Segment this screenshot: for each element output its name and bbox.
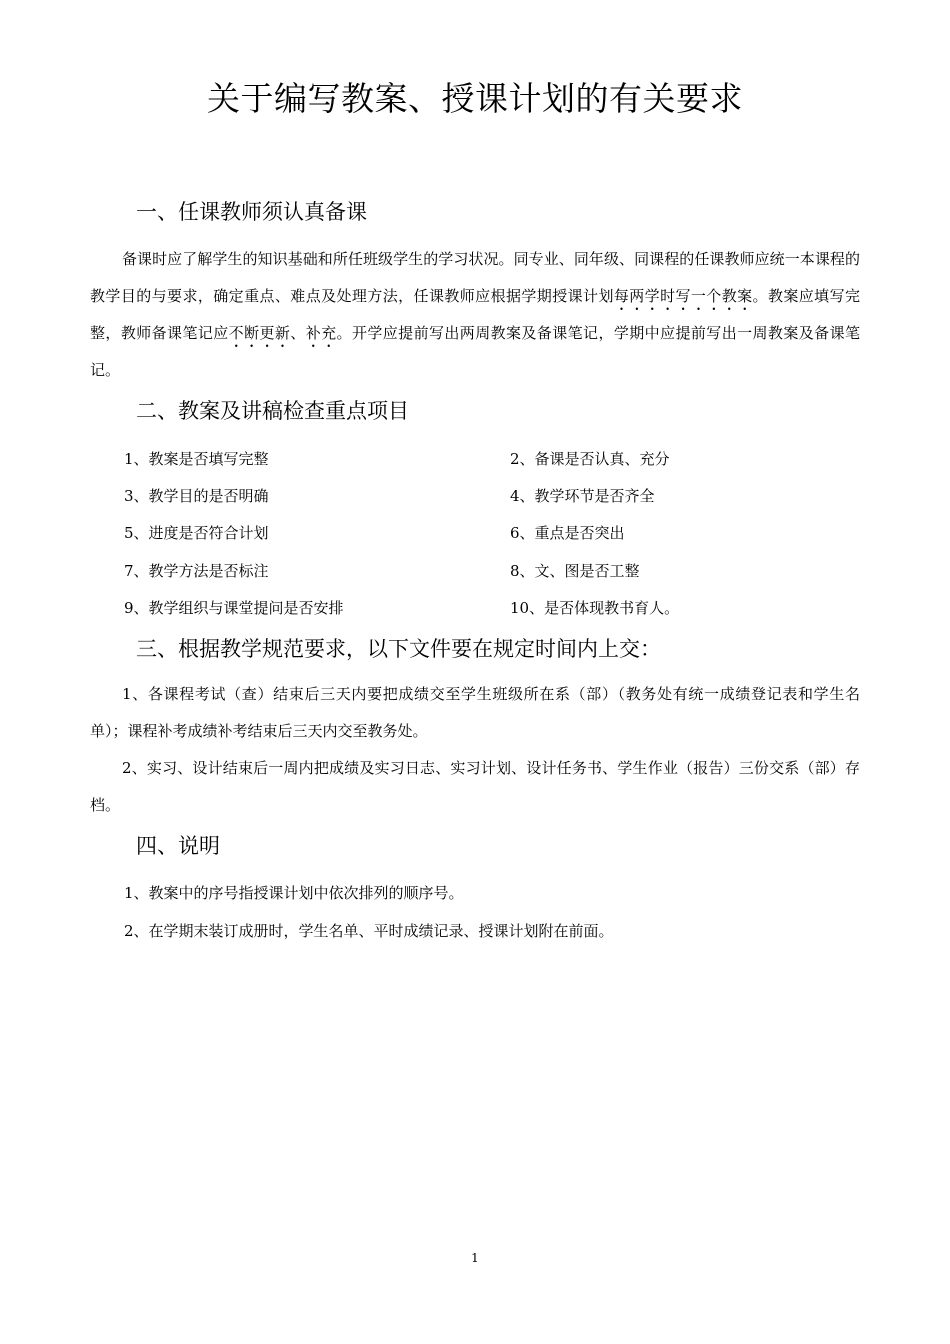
section-heading-1: 一、任课教师须认真备课 [136,200,367,224]
checklist-item-6: 6、重点是否突出 [510,524,625,542]
section-heading-4: 四、说明 [136,834,220,858]
section1-emphasis-b: 不断更新、补充 [228,324,337,342]
section1-text-b: 。教案应填写完整，教师备课笔记应 [90,287,860,342]
checklist-item-5: 5、进度是否符合计划 [124,524,269,542]
note-item-1: 1、教案中的序号指授课计划中依次排列的顺序号。 [124,884,464,902]
checklist-item-8: 8、文、图是否工整 [510,562,640,580]
checklist-item-1: 1、教案是否填写完整 [124,450,269,468]
section1-text-a: 备课时应了解学生的知识基础和所任班级学生的学习状况。同专业、同年级、同课程的任课教师应统一本课程的教学目的与要求，确定重点、难点及处理方法，任课教师应根据学期授课计划 [90,250,860,305]
checklist-item-9: 9、教学组织与课堂提问是否安排 [124,599,344,617]
section3-paragraph-2: 2、实习、设计结束后一周内把成绩及实习日志、实习计划、设计任务书、学生作业（报告）三份交系（部）存档。 [90,759,860,814]
page-number: 1 [471,1251,479,1265]
checklist-item-7: 7、教学方法是否标注 [124,562,269,580]
note-item-2: 2、在学期末装订成册时，学生名单、平时成绩记录、授课计划附在前面。 [124,922,614,940]
section3-paragraph-1: 1、各课程考试（查）结束后三天内要把成绩交至学生班级所在系（部）（教务处有统一成绩登记表和学生名单）；课程补考成绩补考结束后三天内交至教务处。 [90,685,860,740]
section-heading-3: 三、根据教学规范要求，以下文件要在规定时间内上交： [136,637,661,661]
section1-text-c: 。开学应提前写出两周教案及备课笔记，学期中应提前写出一周教案及备课笔记。 [90,324,860,379]
document-title: 关于编写教案、授课计划的有关要求 [207,79,743,118]
checklist-item-4: 4、教学环节是否齐全 [510,487,655,505]
section1-emphasis-a: 每两学时写一个教案 [613,287,753,305]
checklist-item-3: 3、教学目的是否明确 [124,487,269,505]
checklist-item-10: 10、是否体现教书育人。 [510,599,680,617]
section1-paragraph [90,241,860,389]
checklist-item-2: 2、备课是否认真、充分 [510,450,670,468]
section-heading-2: 二、教案及讲稿检查重点项目 [136,399,409,423]
